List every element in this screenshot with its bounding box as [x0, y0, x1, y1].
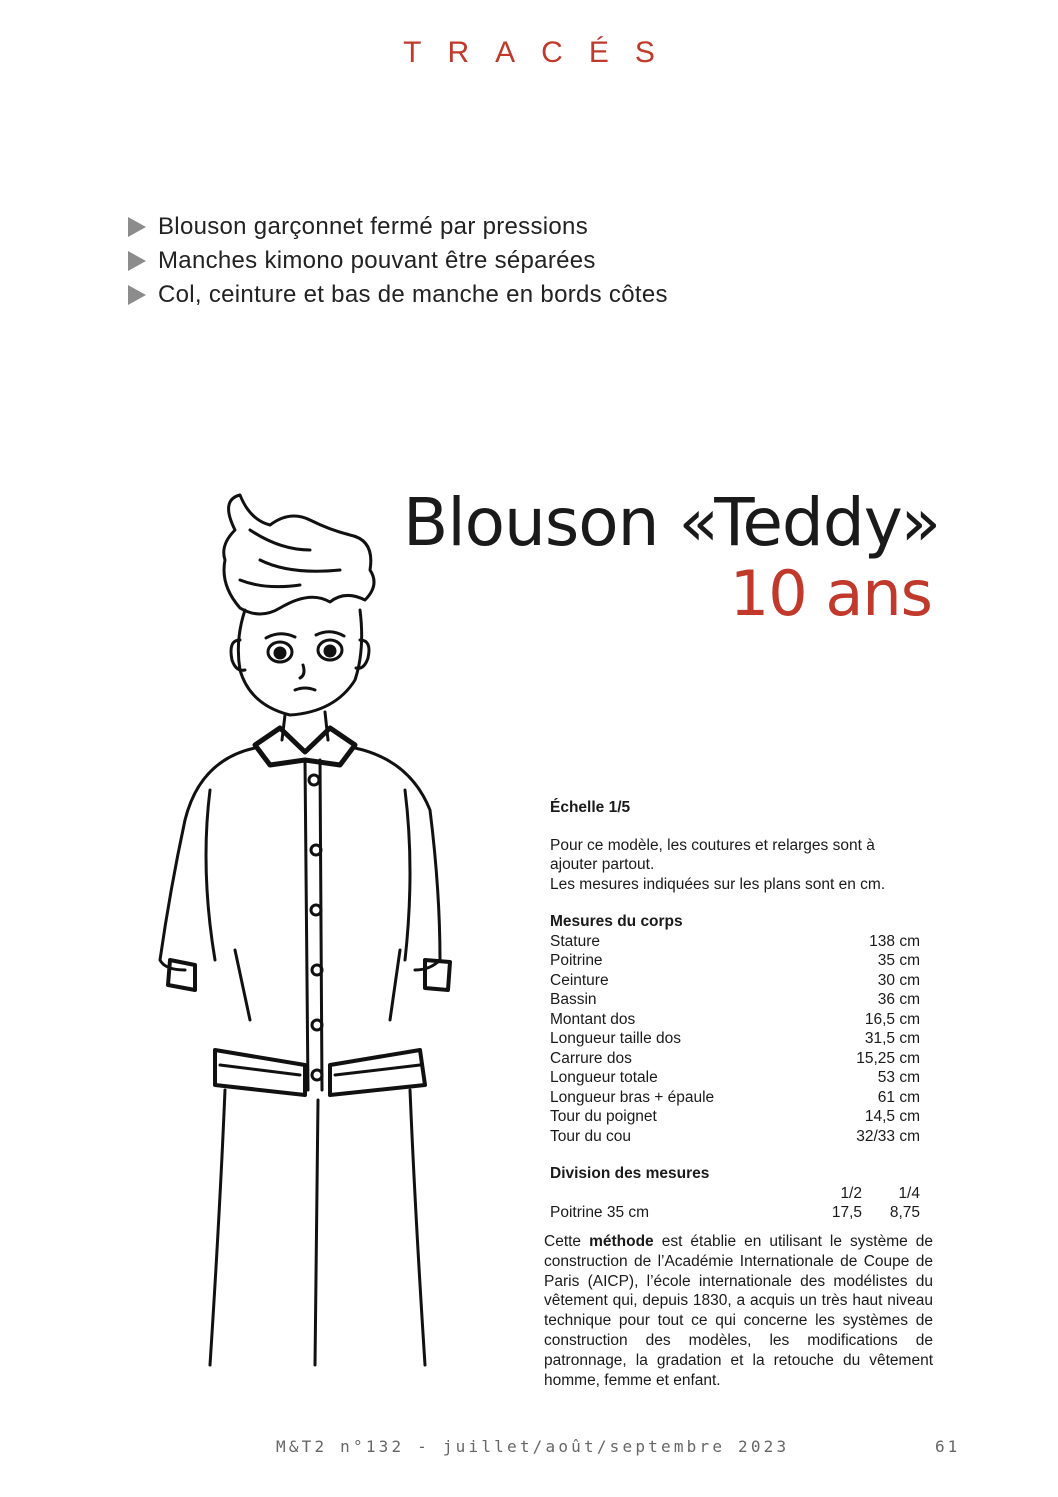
division-heading: Division des mesures	[550, 1165, 710, 1182]
measure-row: Longueur taille dos 31,5 cm	[550, 1030, 920, 1047]
bullet-triangle-icon	[128, 217, 146, 237]
note-line: Les mesures indiquées sur les plans sont en cm.	[550, 875, 886, 893]
measure-row: Tour du poignet 14,5 cm	[550, 1108, 920, 1125]
feature-item: Col, ceinture et bas de manche en bords côtes	[128, 278, 668, 312]
measure-row: Montant dos 16,5 cm	[550, 1010, 920, 1028]
measure-row: Bassin 36 cm	[550, 991, 920, 1008]
notes	[550, 836, 920, 895]
division-col-half: 1/2	[840, 1184, 862, 1202]
measure-row: Longueur bras + épaule 61 cm	[550, 1088, 920, 1106]
note-line: Pour ce modèle, les coutures et relarges sont à ajouter partout.	[550, 836, 875, 873]
bullet-triangle-icon	[128, 285, 146, 305]
method-paragraph: Cette méthode est établie en utilisant le système de construction de l’Académie Internationale de Coupe de Paris (AICP), l’école internationale des modélistes du vêtement qui, depuis 1830, a acquis un très haut niveau technique pour tout ce qui concerne les systèmes de construction des modèles, les modifications de patronnage, la gradation et la retouche du vêtement homme, femme et enfant.	[544, 1233, 933, 1389]
boy-jacket-illustration	[140, 490, 530, 1370]
measure-row: Longueur totale 53 cm	[550, 1069, 920, 1086]
division-columns	[550, 1184, 920, 1204]
division-row: Poitrine 35 cm 17,5 8,75	[550, 1204, 920, 1221]
body-measures-heading: Mesures du corps	[550, 913, 683, 930]
feature-item: Manches kimono pouvant être séparées	[128, 244, 668, 278]
garment-title: Blouson «Teddy»	[403, 484, 940, 561]
bullet-triangle-icon	[128, 251, 146, 271]
measure-row: Ceinture 30 cm	[550, 971, 920, 989]
page-number: 61	[935, 1437, 961, 1456]
measure-row: Poitrine 35 cm	[550, 952, 920, 969]
section-title: TRACÉS	[403, 36, 681, 69]
feature-item: Blouson garçonnet fermé par pressions	[128, 210, 668, 244]
measure-row: Stature 138 cm	[550, 932, 920, 950]
measure-row: Carrure dos 15,25 cm	[550, 1049, 920, 1067]
feature-list	[128, 210, 668, 312]
division-col-quarter: 1/4	[898, 1184, 920, 1202]
measure-row: Tour du cou 32/33 cm	[550, 1127, 920, 1145]
publication-footer: M&T2 n°132 - juillet/août/septembre 2023	[276, 1437, 790, 1456]
method-keyword: méthode	[589, 1233, 654, 1250]
measurements-panel	[550, 798, 920, 1223]
garment-size: 10 ans	[729, 557, 932, 630]
scale-heading: Échelle 1/5	[550, 799, 631, 816]
body-measures-list	[550, 932, 920, 1147]
